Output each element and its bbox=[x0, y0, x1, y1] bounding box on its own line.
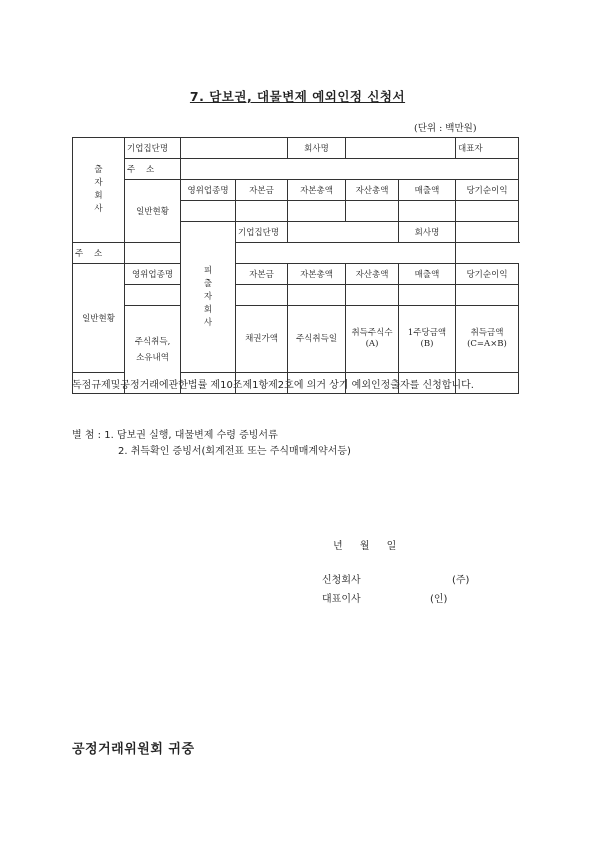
investee-general-status-label: 일반현황 bbox=[73, 264, 125, 373]
stock-header-shares: 취득주식수(A) bbox=[346, 306, 399, 373]
investee-status-col: 당기순이익 bbox=[456, 264, 519, 285]
investee-status-value[interactable] bbox=[236, 285, 288, 306]
investor-status-col: 매출액 bbox=[399, 180, 456, 201]
investor-status-value[interactable] bbox=[456, 201, 519, 222]
investor-ceo-label: 대표자 bbox=[456, 138, 519, 159]
investee-status-value[interactable] bbox=[399, 285, 456, 306]
recipient-footer: 공정거래위원회 귀중 bbox=[72, 742, 195, 757]
stock-header-acquisition-date: 주식취득일 bbox=[288, 306, 346, 373]
investor-company-label: 출 자 회 사 bbox=[73, 138, 125, 243]
investee-status-value[interactable] bbox=[456, 285, 519, 306]
investor-group-label: 기업집단명 bbox=[125, 138, 181, 159]
document-title: 7. 담보권, 대물변제 예외인정 신청서 bbox=[189, 89, 406, 104]
application-statement: 독점규제및공정거래에관한법률 제10조제1항제2호에 의거 상기 예외인정출자를 신청합니다. bbox=[72, 380, 474, 391]
investor-status-value[interactable] bbox=[346, 201, 399, 222]
investor-company-name-field[interactable] bbox=[346, 138, 456, 159]
unit-note: (단위 : 백만원) bbox=[414, 123, 477, 134]
stock-header-price-per-share: 1주당금액 (B) bbox=[399, 306, 456, 373]
stock-acquisition-label: 주식취득, 소유내역 bbox=[125, 306, 181, 394]
attachments bbox=[72, 428, 351, 460]
representative-label: 대표이사 bbox=[322, 594, 361, 605]
investor-status-value[interactable] bbox=[236, 201, 288, 222]
investor-company-name-label: 회사명 bbox=[288, 138, 346, 159]
investee-status-col: 매출액 bbox=[399, 264, 456, 285]
stock-header-acquisition-amount: 취득금액 (C=A×B) bbox=[456, 306, 519, 373]
investor-status-col: 자본금 bbox=[236, 180, 288, 201]
investee-status-value[interactable] bbox=[288, 285, 346, 306]
investee-status-value[interactable] bbox=[125, 285, 181, 306]
investee-address-label: 주 소 bbox=[73, 243, 125, 264]
investor-address-label: 주 소 bbox=[125, 159, 181, 180]
investor-status-value[interactable] bbox=[181, 201, 236, 222]
investor-address-field[interactable] bbox=[181, 159, 519, 180]
investee-company-label: 피 출 자 회 사 bbox=[181, 222, 236, 373]
investor-status-col: 당기순이익 bbox=[456, 180, 519, 201]
investee-status-col: 자본총액 bbox=[288, 264, 346, 285]
investee-company-name-label: 회사명 bbox=[399, 222, 456, 243]
applicant-company-label: 신청회사 bbox=[322, 575, 361, 586]
investor-status-value[interactable] bbox=[288, 201, 346, 222]
investee-group-label: 기업집단명 bbox=[236, 222, 288, 243]
investor-group-field[interactable] bbox=[181, 138, 288, 159]
investor-status-col: 영위업종명 bbox=[181, 180, 236, 201]
attachment-item-2: 2. 취득확인 증빙서(회계전표 또는 주식매매계약서등) bbox=[118, 446, 351, 457]
investee-group-field[interactable] bbox=[288, 222, 399, 243]
investor-status-col: 자본총액 bbox=[288, 180, 346, 201]
investee-company-name-field[interactable] bbox=[456, 222, 519, 243]
investee-status-value[interactable] bbox=[346, 285, 399, 306]
stock-header-bond-value: 채권가액 bbox=[236, 306, 288, 373]
representative-seal-mark: (인) bbox=[430, 594, 448, 605]
investee-status-col: 영위업종명 bbox=[125, 264, 181, 285]
investor-general-status-label: 일반현황 bbox=[125, 180, 181, 243]
date-line: 년 월 일 bbox=[333, 541, 397, 552]
attachments-label: 별 첨 : bbox=[72, 430, 102, 441]
attachment-item-1: 1. 담보권 실행, 대물변제 수령 증빙서류 bbox=[104, 430, 278, 441]
investee-status-col: 자산총액 bbox=[346, 264, 399, 285]
investee-address-field[interactable] bbox=[125, 243, 456, 264]
investee-status-col: 자본금 bbox=[236, 264, 288, 285]
applicant-company-mark: (주) bbox=[452, 575, 470, 586]
investor-status-col: 자산총액 bbox=[346, 180, 399, 201]
investor-status-value[interactable] bbox=[399, 201, 456, 222]
application-form-table bbox=[72, 137, 519, 394]
